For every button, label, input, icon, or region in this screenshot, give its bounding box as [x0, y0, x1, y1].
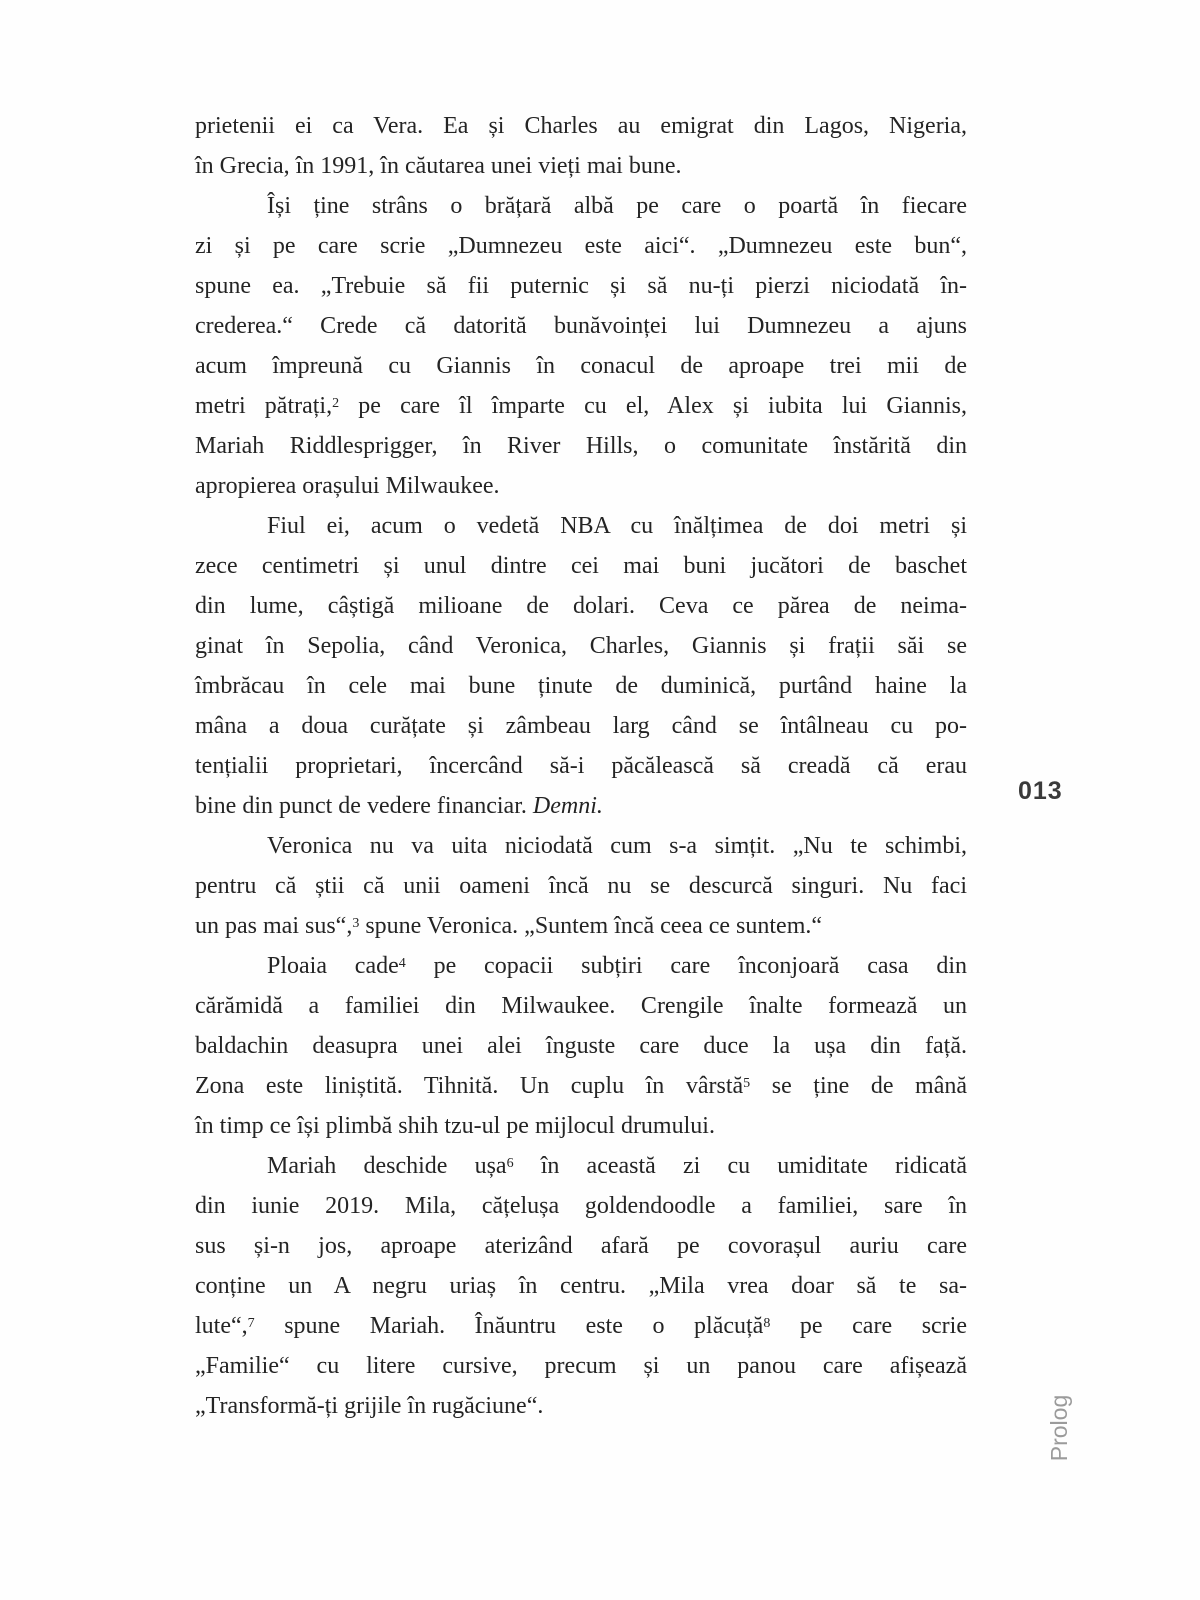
text-segment: din iunie 2019. Mila, cățelușa goldendoodle a familiei, sare în: [195, 1193, 967, 1219]
text-segment: spune Veronica. „Suntem încă ceea ce suntem.“: [359, 913, 823, 939]
text-segment: baldachin deasupra unei alei înguste care duce la ușa din față.: [195, 1033, 967, 1059]
footnote-marker: 7: [247, 1315, 255, 1331]
text-segment: metri pătrați,: [195, 393, 333, 419]
text-segment: pe care îl împarte cu el, Alex și iubita lui Giannis,: [339, 393, 967, 419]
text-segment: în timp ce își plimbă shih tzu-ul pe mijlocul drumului.: [195, 1113, 715, 1139]
text-segment: „Familie“ cu litere cursive, precum și un panou care afișează: [195, 1353, 967, 1379]
footnote-marker: 2: [332, 395, 340, 411]
footnote-marker: 4: [398, 955, 406, 971]
text-line: [195, 586, 967, 626]
text-segment: Ploaia cade: [267, 953, 399, 979]
text-segment: din lume, câștigă milioane de dolari. Ceva ce părea de neima-: [195, 593, 967, 619]
text-line: [195, 1146, 967, 1186]
text-segment: pentru că știi că unii oameni încă nu se descurcă singuri. Nu faci: [195, 873, 967, 899]
text-line: [195, 186, 967, 226]
text-segment: cărămidă a familiei din Milwaukee. Crengile înalte formează un: [195, 993, 967, 1019]
text-line: [195, 226, 967, 266]
text-segment: Își ține strâns o brățară albă pe care o poartă în fiecare: [267, 193, 967, 219]
text-segment: tențialii proprietari, încercând să-i păcălească să creadă că erau: [195, 753, 967, 779]
text-line: [195, 786, 967, 826]
text-segment: crederea.“ Crede că datorită bunăvoinței lui Dumnezeu a ajuns: [195, 313, 967, 339]
text-line: [195, 466, 967, 506]
text-segment: se ține de mână: [750, 1073, 967, 1099]
text-line: [195, 1266, 967, 1306]
text-line: [195, 1106, 967, 1146]
text-line: [195, 866, 967, 906]
text-line: [195, 626, 967, 666]
text-line: [195, 1026, 967, 1066]
text-segment: prietenii ei ca Vera. Ea și Charles au emigrat din Lagos, Nigeria,: [195, 113, 967, 139]
text-line: [195, 906, 967, 946]
text-line: [195, 426, 967, 466]
footnote-marker: 8: [763, 1315, 771, 1331]
text-segment: conține un A negru uriaș în centru. „Mila vrea doar să te sa-: [195, 1273, 967, 1299]
text-line: [195, 106, 967, 146]
text-segment: spune ea. „Trebuie să fii puternic și să nu-ți pierzi niciodată în-: [195, 273, 967, 299]
text-line: [195, 1306, 967, 1346]
text-line: [195, 986, 967, 1026]
paragraph: [195, 106, 967, 186]
text-line: [195, 306, 967, 346]
text-segment: Veronica nu va uita niciodată cum s-a simțit. „Nu te schimbi,: [267, 833, 967, 859]
text-segment: sus și-n jos, aproape aterizând afară pe covorașul auriu care: [195, 1233, 967, 1259]
paragraph: [195, 946, 967, 1146]
text-segment: Mariah deschide ușa: [267, 1153, 507, 1179]
text-line: [195, 506, 967, 546]
text-line: [195, 346, 967, 386]
text-segment: lute“,: [195, 1313, 248, 1339]
text-segment: bine din punct de vedere financiar.: [195, 793, 533, 819]
text-segment: un pas mai sus“,: [195, 913, 353, 939]
footnote-marker: 6: [506, 1155, 514, 1171]
text-block: [195, 106, 967, 1426]
text-segment: în Grecia, în 1991, în căutarea unei vieți mai bune.: [195, 153, 682, 179]
text-segment: apropierea orașului Milwaukee.: [195, 473, 500, 499]
text-segment: „Transformă-ți grijile în rugăciune“.: [195, 1393, 544, 1419]
text-segment: Zona este liniștită. Tihnită. Un cuplu în vârstă: [195, 1073, 744, 1099]
paragraph: [195, 826, 967, 946]
text-line: [195, 666, 967, 706]
text-segment: pe care scrie: [770, 1313, 967, 1339]
text-line: [195, 1066, 967, 1106]
text-line: [195, 386, 967, 426]
text-segment: pe copacii subțiri care înconjoară casa din: [405, 953, 967, 979]
text-line: [195, 1226, 967, 1266]
text-segment: Fiul ei, acum o vedetă NBA cu înălțimea de doi metri și: [267, 513, 967, 539]
text-segment: în această zi cu umiditate ridicată: [513, 1153, 967, 1179]
footnote-marker: 5: [743, 1075, 751, 1091]
paragraph: [195, 186, 967, 506]
text-line: [195, 1186, 967, 1226]
text-segment: mâna a doua curățate și zâmbeau larg când se întâlneau cu po-: [195, 713, 967, 739]
text-segment: Mariah Riddlesprigger, în River Hills, o comunitate înstărită din: [195, 433, 967, 459]
text-line: [195, 746, 967, 786]
text-segment: spune Mariah. Înăuntru este o plăcuță: [254, 1313, 764, 1339]
running-footer-prolog: Prolog: [1046, 1394, 1072, 1462]
paragraph: [195, 506, 967, 826]
text-line: [195, 546, 967, 586]
text-line: [195, 946, 967, 986]
text-segment: zece centimetri și unul dintre cei mai buni jucători de baschet: [195, 553, 967, 579]
text-line: [195, 266, 967, 306]
text-line: [195, 826, 967, 866]
text-line: [195, 706, 967, 746]
page-number: 013: [1018, 777, 1063, 805]
text-line: [195, 146, 967, 186]
text-segment: ginat în Sepolia, când Veronica, Charles, Giannis și frații săi se: [195, 633, 967, 659]
text-segment: acum împreună cu Giannis în conacul de aproape trei mii de: [195, 353, 967, 379]
italic-text: Demni.: [532, 793, 603, 819]
text-line: [195, 1386, 967, 1426]
footnote-marker: 3: [352, 915, 360, 931]
text-line: [195, 1346, 967, 1386]
text-segment: zi și pe care scrie „Dumnezeu este aici“. „Dumnezeu este bun“,: [195, 233, 967, 259]
text-segment: îmbrăcau în cele mai bune ținute de duminică, purtând haine la: [195, 673, 967, 699]
paragraph: [195, 1146, 967, 1426]
